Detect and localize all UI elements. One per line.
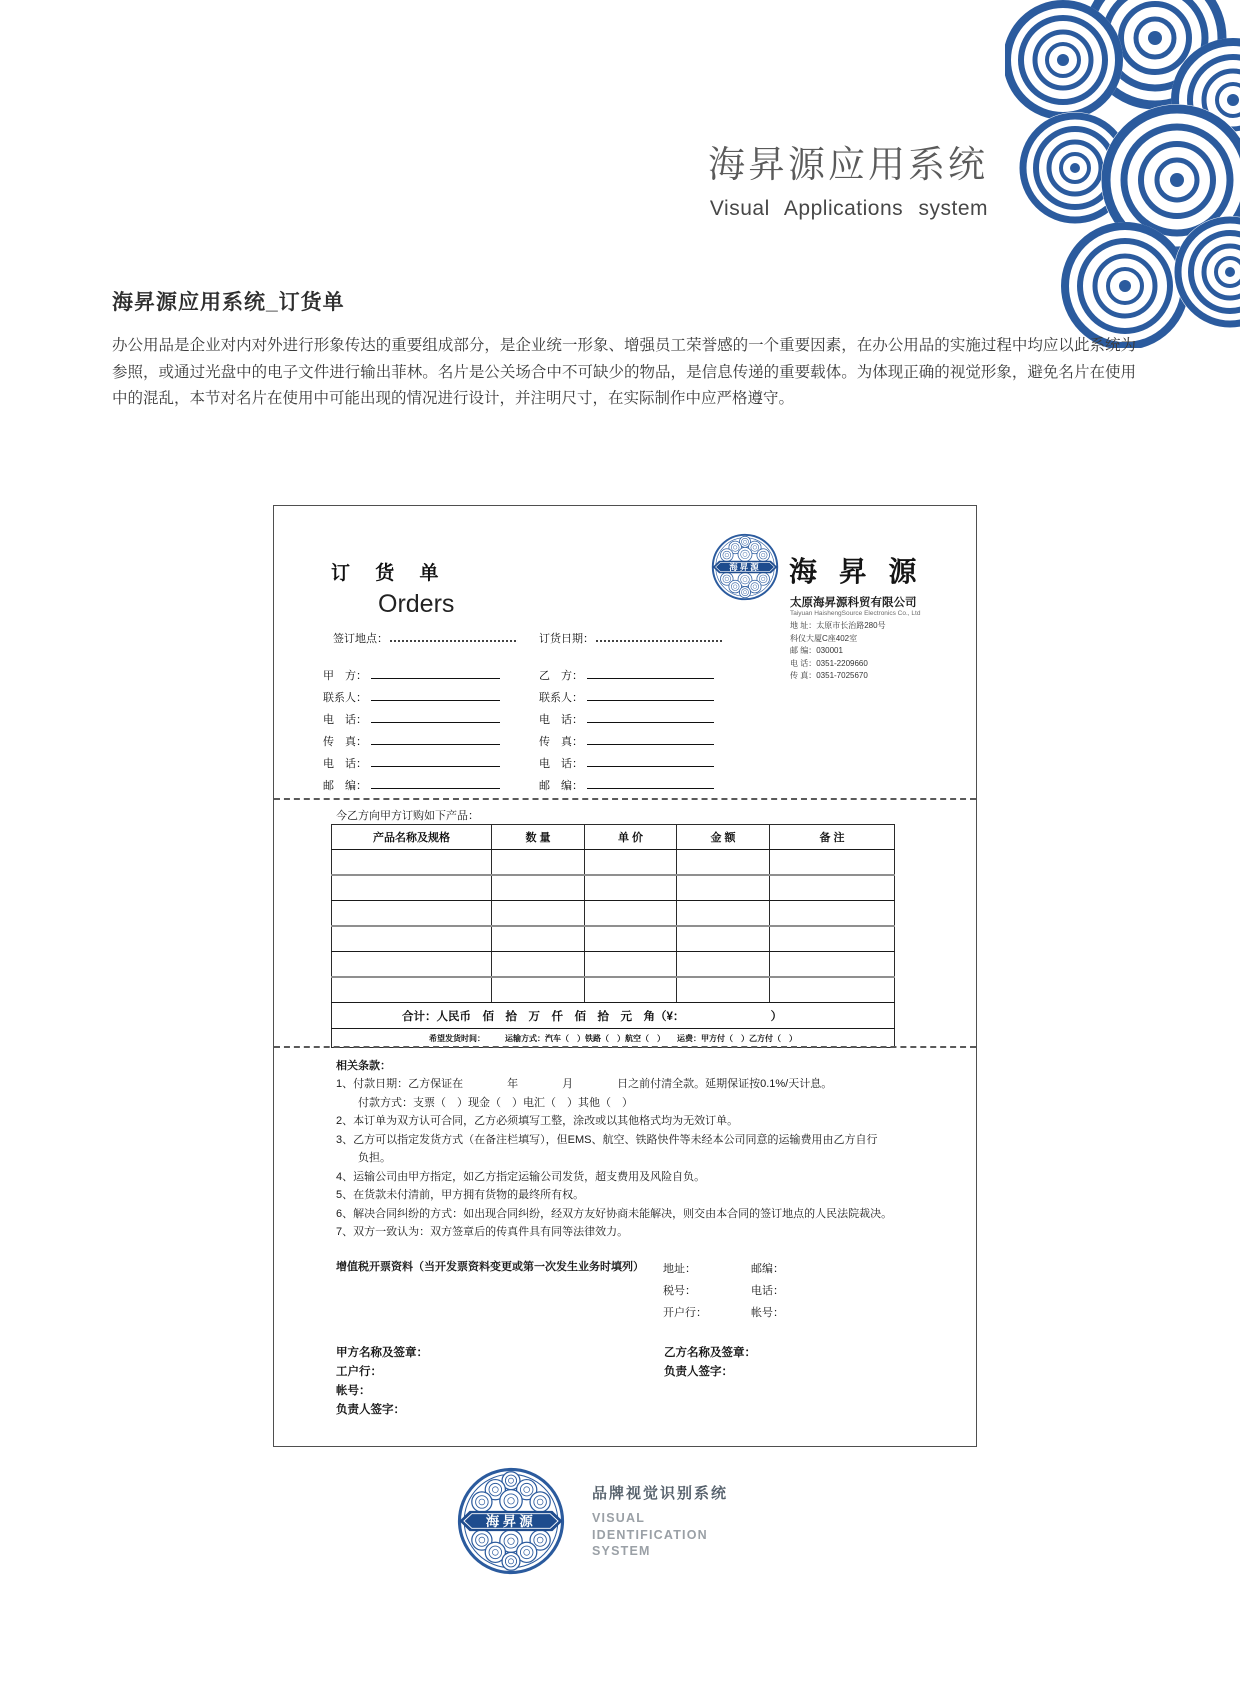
field-underline: [371, 710, 500, 723]
vat-invoice-col2: [751, 1258, 784, 1324]
terms-line: 付款方式：支票（ ）现金（ ）电汇（ ）其他（ ）: [336, 1096, 633, 1109]
field-label: 电 话：: [323, 714, 367, 726]
party-b-row: [539, 666, 714, 683]
col-header-product: 产品名称及规格: [332, 825, 492, 850]
sig-line: 帐号：: [336, 1385, 371, 1397]
table-row: [332, 926, 895, 952]
form-title-en: Orders: [378, 590, 455, 618]
vat-invoice-col1: [663, 1258, 707, 1324]
sig-line: 负责人签字：: [336, 1404, 405, 1416]
field-label: 邮 编：: [323, 780, 367, 792]
sign-place-dotted-line: [390, 630, 516, 642]
section-body-text: 办公用品是企业对内对外进行形象传达的重要组成部分，是企业统一形象、增强员工荣誉感的一个重要因素，在办公用品的实施过程中均应以此系统为参照，或通过光盘中的电子文件进行输出菲林。名片是公关场合中不可缺少的物品，是信息传递的重要载体。为体现正确的视觉形象，避免名片在使用中的混乱，本节对名片在使用中可能出现的情况进行设计，并注明尺寸，在实际制作中应严格遵守。: [112, 337, 1136, 407]
table-shipping-row: [332, 1029, 895, 1048]
sign-place-field: [333, 630, 516, 646]
terms-line: 6、解决合同纠纷的方式：如出现合同纠纷，经双方友好协商未能解决，则交由本合同的签订地点的人民法院裁决。: [336, 1207, 893, 1220]
col-header-remarks: 备 注: [770, 825, 895, 850]
party-b-row: [539, 754, 714, 771]
party-a-row: [323, 688, 500, 705]
order-date-label: 订货日期：: [539, 633, 594, 645]
party-b-row: [539, 732, 714, 749]
field-underline: [371, 666, 500, 679]
terms-line: 负担。: [336, 1152, 391, 1164]
perforation-dashed-line: [274, 1046, 976, 1048]
field-label: 乙 方：: [539, 670, 583, 682]
sig-line: 负责人签字：: [664, 1366, 733, 1378]
signature-block-party-b: [664, 1344, 756, 1382]
field-underline: [587, 666, 714, 679]
party-a-row: [323, 666, 500, 683]
vat-field-postcode: 邮编：: [751, 1263, 784, 1275]
footer-title-en: [592, 1510, 728, 1560]
col-header-unit-price: 单 价: [585, 825, 677, 850]
field-label: 传 真：: [323, 736, 367, 748]
field-underline: [587, 732, 714, 745]
terms-line: 7、双方一致认为：双方签章后的传真件具有同等法律效力。: [336, 1226, 629, 1238]
company-phone: 电 话：0351-2209660: [790, 658, 868, 668]
haishengyuan-seal-icon: [710, 532, 780, 602]
party-b-row: [539, 688, 714, 705]
perforation-dashed-line: [274, 798, 976, 800]
order-form-sheet: [273, 505, 977, 1447]
seal-text: 海昇源: [729, 562, 761, 573]
terms-line: 3、乙方可以指定发货方式（在备注栏填写），但EMS、航空、铁路快件等未经本公司同意的运输费用由乙方自行: [336, 1133, 878, 1146]
field-label: 电 话：: [539, 758, 583, 770]
table-row: [332, 952, 895, 978]
table-header-row: [332, 825, 895, 850]
field-underline: [587, 754, 714, 767]
wave-circles-decoration: [1005, 0, 1240, 348]
company-address-line1: 地 址：太原市长治路280号: [790, 621, 886, 630]
terms-line: 2、本订单为双方认可合同，乙方必须填写工整，涂改或以其他格式均为无效订单。: [336, 1115, 739, 1127]
terms-title: 相关条款：: [336, 1060, 391, 1072]
field-underline: [587, 710, 714, 723]
order-date-field: [539, 630, 722, 646]
table-row: [332, 875, 895, 901]
sig-line: 乙方名称及签章：: [664, 1347, 756, 1359]
party-b-row: [539, 710, 714, 727]
products-intro: 今乙方向甲方订购如下产品：: [336, 810, 479, 822]
terms-line: 4、运输公司由甲方指定，如乙方指定运输公司发货，超支费用及风险自负。: [336, 1170, 706, 1183]
signature-block-party-a: [336, 1344, 428, 1420]
company-postcode: 邮 编：030001: [790, 646, 843, 655]
sign-place-label: 签订地点：: [333, 633, 388, 645]
table-row: [332, 901, 895, 927]
sig-line: 工户行：: [336, 1366, 382, 1378]
terms-line: 1、付款日期：乙方保证在 年 月 日之前付清全款。延期保证按0.1%/天计息。: [336, 1078, 833, 1090]
footer-system-label: [592, 1482, 728, 1560]
table-row: [332, 850, 895, 876]
party-b-row: [539, 776, 714, 793]
brand-name: 海 昇 源: [789, 556, 924, 587]
field-label: 邮 编：: [539, 780, 583, 792]
footer-haishengyuan-seal-icon: [455, 1465, 567, 1577]
party-a-row: [323, 754, 500, 771]
terms-line: 5、在货款未付清前，甲方拥有货物的最终所有权。: [336, 1189, 585, 1201]
field-label: 电 话：: [539, 714, 583, 726]
company-name-cn: 太原海昇源科贸有限公司: [790, 597, 917, 609]
page-header-title-en: Visual Applications system: [709, 197, 988, 220]
table-total-row: [332, 1003, 895, 1029]
vat-field-address: 地址：: [663, 1263, 696, 1275]
col-header-qty: 数 量: [492, 825, 585, 850]
sig-line: 甲方名称及签章：: [336, 1347, 428, 1359]
page-header-title-cn: 海昇源应用系统: [708, 144, 988, 185]
company-name-en: Taiyuan HaishengSource Electronics Co., Ltd: [790, 610, 921, 617]
party-a-row: [323, 710, 500, 727]
field-label: 联系人：: [539, 692, 583, 704]
products-table: [331, 824, 895, 1048]
shipping-row-text: 希望发货时间： 运输方式：汽车（ ）铁路（ ）航空（ ） 运费：甲方付（ ）乙方付（ ）: [332, 1029, 895, 1048]
col-header-amount: 金 额: [677, 825, 770, 850]
vat-field-phone: 电话：: [751, 1285, 784, 1297]
footer-en-line: VISUAL: [592, 1511, 646, 1525]
order-date-dotted-line: [596, 630, 722, 642]
vat-field-bank: 开户行：: [663, 1307, 707, 1319]
terms-list: [336, 1075, 892, 1242]
field-underline: [371, 732, 500, 745]
field-underline: [371, 754, 500, 767]
field-label: 电 话：: [323, 758, 367, 770]
vat-field-tax-no: 税号：: [663, 1285, 696, 1297]
page-header: [708, 134, 988, 221]
party-a-row: [323, 732, 500, 749]
footer-seal-text: 海昇源: [485, 1514, 537, 1530]
field-label: 联系人：: [323, 692, 367, 704]
field-underline: [587, 688, 714, 701]
vat-invoice-label: 增值税开票资料（当开发票资料变更或第一次发生业务时填列）: [336, 1261, 644, 1273]
company-address-line2: 科仪大厦C座402室: [790, 633, 858, 643]
footer-title-cn: 品牌视觉识别系统: [592, 1485, 729, 1502]
total-row-text: 合计：人民币 佰 拾 万 仟 佰 拾 元 角（¥： ）: [332, 1003, 895, 1029]
party-a-row: [323, 776, 500, 793]
footer-en-line: SYSTEM: [592, 1544, 651, 1558]
company-contact-block: [790, 620, 886, 683]
section-title: 海昇源应用系统_订货单: [112, 291, 345, 314]
field-underline: [371, 776, 500, 789]
field-label: 甲 方：: [323, 670, 367, 682]
form-title-cn: 订 货 单: [331, 563, 449, 584]
vat-field-account: 帐号：: [751, 1307, 784, 1319]
table-row: [332, 977, 895, 1003]
field-label: 传 真：: [539, 736, 583, 748]
field-underline: [371, 688, 500, 701]
field-underline: [587, 776, 714, 789]
footer-en-line: IDENTIFICATION: [592, 1527, 708, 1542]
company-fax: 传 真：0351-7025670: [790, 671, 868, 680]
